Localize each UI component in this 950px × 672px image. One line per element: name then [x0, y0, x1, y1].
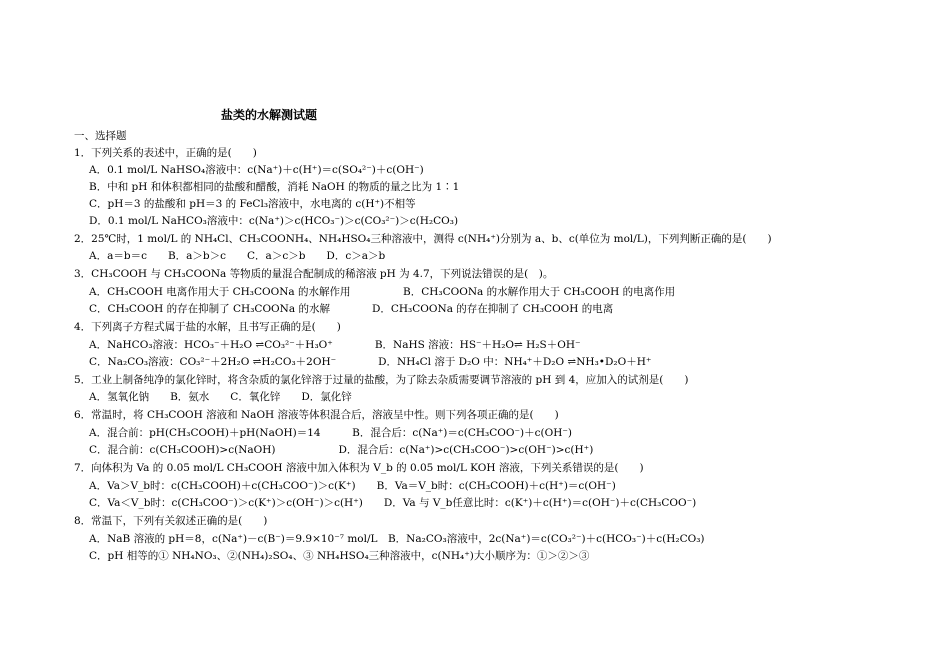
page-title: 盐类的水解测试题: [221, 108, 318, 122]
question-3-options-cd: C．CH₃COOH 的存在抑制了 CH₃COONa 的水解 D．CH₃COONa 的存在抑制了 CH₃COOH 的电离: [89, 303, 614, 315]
question-5-stem: 5．工业上制备纯净的氯化锌时，将含杂质的氯化锌溶于过量的盐酸，为了除去杂质需要调节溶液的 pH 到 4，应加入的试剂是( ): [74, 374, 689, 386]
question-1-option-b: B．中和 pH 和体积都相同的盐酸和醋酸，消耗 NaOH 的物质的量之比为 1∶1: [89, 181, 460, 193]
question-4-options-cd: C．Na₂CO₃溶液：CO₃²⁻＋2H₂O ⇌H₂CO₃＋2OH⁻ D．NH₄Cl 溶于 D₂O 中：NH₄⁺＋D₂O ⇌NH₃•D₂O＋H⁺: [89, 356, 652, 368]
question-1-option-d: D．0.1 mol/L NaHCO₃溶液中：c(Na⁺)＞c(HCO₃⁻)＞c(CO₃²⁻)＞c(H₂CO₃): [89, 215, 459, 227]
question-8-option-c: C．pH 相等的① NH₄NO₃、②(NH₄)₂SO₄、③ NH₄HSO₄三种溶液中，c(NH₄⁺)大小顺序为：①＞②＞③: [89, 550, 590, 562]
question-3-options-ab: A．CH₃COOH 电离作用大于 CH₃COONa 的水解作用 B．CH₃COONa 的水解作用大于 CH₃COOH 的电离作用: [89, 286, 676, 298]
question-4-options-ab: A．NaHCO₃溶液：HCO₃⁻＋H₂O ⇌CO₃²⁻＋H₃O⁺ B．NaHS 溶液：HS⁻＋H₂O⇌ H₂S＋OH⁻: [89, 339, 581, 351]
question-7-options-cd: C．Va＜V_b时：c(CH₃COO⁻)＞c(K⁺)＞c(OH⁻)＞c(H⁺) D．Va 与 V_b任意比时：c(K⁺)＋c(H⁺)＝c(OH⁻)＋c(CH₃COO⁻): [89, 497, 697, 509]
question-8-options-ab: A．NaB 溶液的 pH＝8，c(Na⁺)－c(B⁻)＝9.9×10⁻⁷ mol/L B．Na₂CO₃溶液中，2c(Na⁺)＝c(CO₃²⁻)＋c(HCO₃⁻)＋c(H₂CO₃): [89, 533, 705, 545]
section-heading: 一、选择题: [74, 130, 127, 142]
question-7-options-ab: A．Va＞V_b时：c(CH₃COOH)＋c(CH₃COO⁻)＞c(K⁺) B．Va＝V_b时：c(CH₃COOH)＋c(H⁺)＝c(OH⁻): [89, 480, 616, 492]
question-6-options-cd: C．混合前：c(CH₃COOH)>c(NaOH) D．混合后：c(Na⁺)>c(CH₃COO⁻)>c(OH⁻)>c(H⁺): [89, 444, 594, 456]
question-2-stem: 2．25℃时，1 mol/L 的 NH₄Cl、CH₃COONH₄、NH₄HSO₄三种溶液中，测得 c(NH₄⁺)分别为 a、b、c(单位为 mol/L)，下列判断正确的是( ): [74, 233, 772, 245]
question-5-options: A．氢氧化钠 B．氨水 C．氧化锌 D．氯化锌: [89, 391, 352, 403]
question-3-stem: 3．CH₃COOH 与 CH₃COONa 等物质的量混合配制成的稀溶液 pH 为 4.7，下列说法错误的是( )。: [74, 268, 554, 280]
question-6-options-ab: A．混合前：pH(CH₃COOH)＋pH(NaOH)＝14 B．混合后：c(Na⁺)＝c(CH₃COO⁻)＋c(OH⁻): [89, 427, 573, 439]
question-4-stem: 4．下列离子方程式属于盐的水解，且书写正确的是( ): [74, 321, 341, 333]
question-6-stem: 6．常温时，将 CH₃COOH 溶液和 NaOH 溶液等体积混合后，溶液呈中性。则下列各项正确的是( ): [74, 409, 559, 421]
question-2-options: A．a＝b＝c B．a＞b＞c C．a＞c＞b D．c＞a＞b: [89, 250, 386, 262]
question-1-stem: 1．下列关系的表述中，正确的是( ): [74, 147, 257, 159]
question-1-option-a: A．0.1 mol/L NaHSO₄溶液中：c(Na⁺)＋c(H⁺)＝c(SO₄²⁻)＋c(OH⁻): [89, 164, 424, 176]
question-7-stem: 7．向体积为 Va 的 0.05 mol/L CH₃COOH 溶液中加入体积为 V_b 的 0.05 mol/L KOH 溶液，下列关系错误的是( ): [74, 462, 644, 474]
question-1-option-c: C．pH＝3 的盐酸和 pH＝3 的 FeCl₃溶液中，水电离的 c(H⁺)不相等: [89, 198, 416, 210]
question-8-stem: 8．常温下，下列有关叙述正确的是( ): [74, 515, 268, 527]
